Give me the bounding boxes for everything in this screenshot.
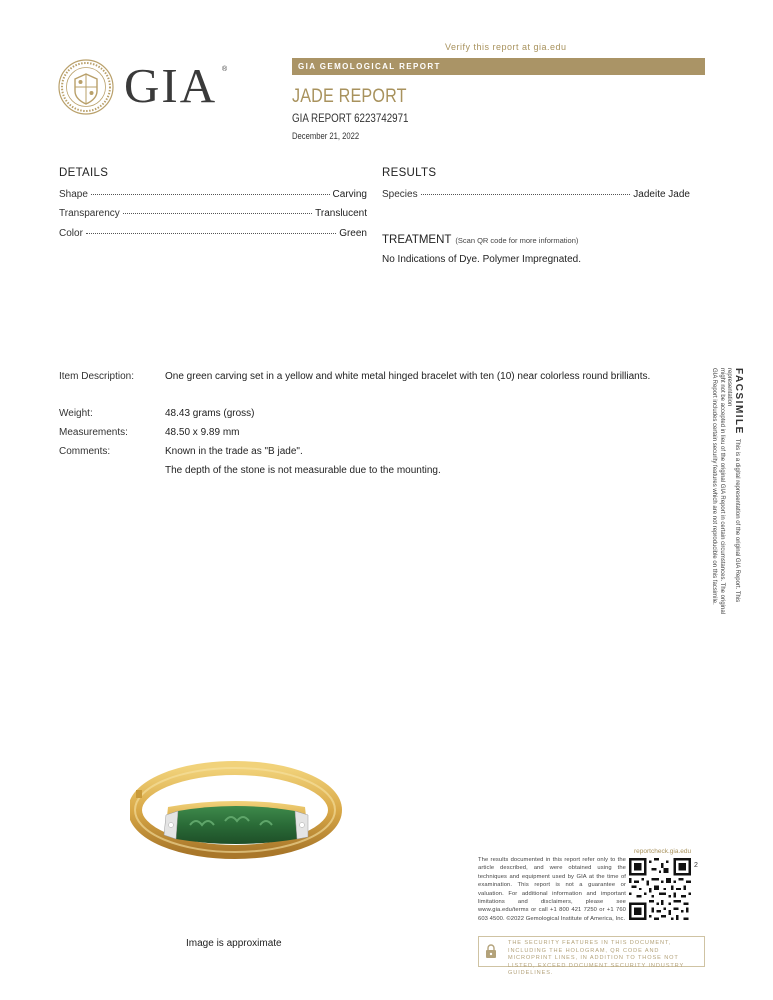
item-description-value: One green carving set in a yellow and white metal hinged bracelet with ten (10) near colorless round brilliants. (165, 371, 651, 382)
report-date: December 21, 2022 (292, 131, 360, 141)
details-value: Translucent (315, 208, 367, 219)
details-value: Green (339, 228, 367, 239)
weight-label: Weight: (59, 408, 93, 419)
disclaimer-text: The results documented in this report refer only to the article described, and were obtained using the techniques and equipment used by GIA at the time of examination. This report is not a guarantee or valuation. For additional information and important limitations and disclaimers, please see www.gia.edu/terms or call +1 800 421 7250 or +1 760 603 4500. ©2022 Gemological Institute of America, Inc. (478, 857, 626, 922)
report-banner: GIA GEMOLOGICAL REPORT (292, 58, 705, 75)
lock-icon (485, 944, 497, 958)
facsimile-line-3: GIA Report includes certain security features which are not reproducible on this facsimile. (711, 368, 718, 605)
report-number: GIA REPORT 6223742971 (292, 113, 409, 125)
facsimile-line-1: This is a digital representation of the original GIA Report. This representation (726, 368, 740, 603)
details-row-shape (59, 189, 367, 200)
results-row-species (382, 189, 690, 200)
results-value: Jadeite Jade (633, 189, 690, 200)
comments-line-2: The depth of the stone is not measurable due to the mounting. (165, 465, 441, 476)
qr-page-number: 2 (694, 862, 698, 869)
measurements-value: 48.50 x 9.89 mm (165, 427, 240, 438)
qr-code[interactable] (629, 858, 691, 920)
dot-leader (421, 194, 631, 195)
dot-leader (123, 213, 312, 214)
bracelet-image (130, 755, 345, 885)
security-notice-text: THE SECURITY FEATURES IN THIS DOCUMENT, INCLUDING THE HOLOGRAM, QR CODE AND MICROPRINT LINES, IN ADDITION TO THOSE NOT LISTED, EXCEED DOCUMENT SECURITY INDUSTRY GUIDELINES. (508, 940, 685, 977)
item-description-label: Item Description: (59, 371, 135, 382)
details-heading: DETAILS (59, 167, 109, 179)
treatment-note: (Scan QR code for more information) (455, 236, 579, 245)
gia-logo-text: GIA (124, 58, 218, 113)
image-caption: Image is approximate (186, 938, 282, 949)
details-label: Color (59, 228, 83, 239)
dot-leader (91, 194, 330, 195)
treatment-heading (382, 234, 578, 246)
treatment-text: No Indications of Dye. Polymer Impregnated. (382, 254, 581, 265)
details-row-color (59, 228, 367, 239)
details-label: Shape (59, 189, 88, 200)
reportcheck-link[interactable]: reportcheck.gia.edu (634, 848, 692, 855)
details-label: Transparency (59, 208, 120, 219)
results-label: Species (382, 189, 418, 200)
report-title: JADE REPORT (292, 86, 407, 107)
treatment-title: TREATMENT (382, 234, 452, 246)
details-value: Carving (332, 189, 367, 200)
results-heading: RESULTS (382, 167, 437, 179)
facsimile-line-2: might not be accepted in lieu of the original GIA Report in certain circumstances. The original (719, 368, 725, 615)
comments-line-1: Known in the trade as "B jade". (165, 446, 303, 457)
dot-leader (86, 233, 336, 234)
measurements-label: Measurements: (59, 427, 128, 438)
facsimile-title: FACSIMILE (733, 368, 744, 435)
verify-link[interactable]: Verify this report at gia.edu (445, 42, 567, 52)
comments-label: Comments: (59, 446, 111, 457)
weight-value: 48.43 grams (gross) (165, 408, 255, 419)
details-row-transparency (59, 208, 367, 219)
gia-seal-icon (58, 59, 114, 115)
registered-mark: ® (222, 66, 228, 73)
facsimile-notice (698, 368, 742, 638)
